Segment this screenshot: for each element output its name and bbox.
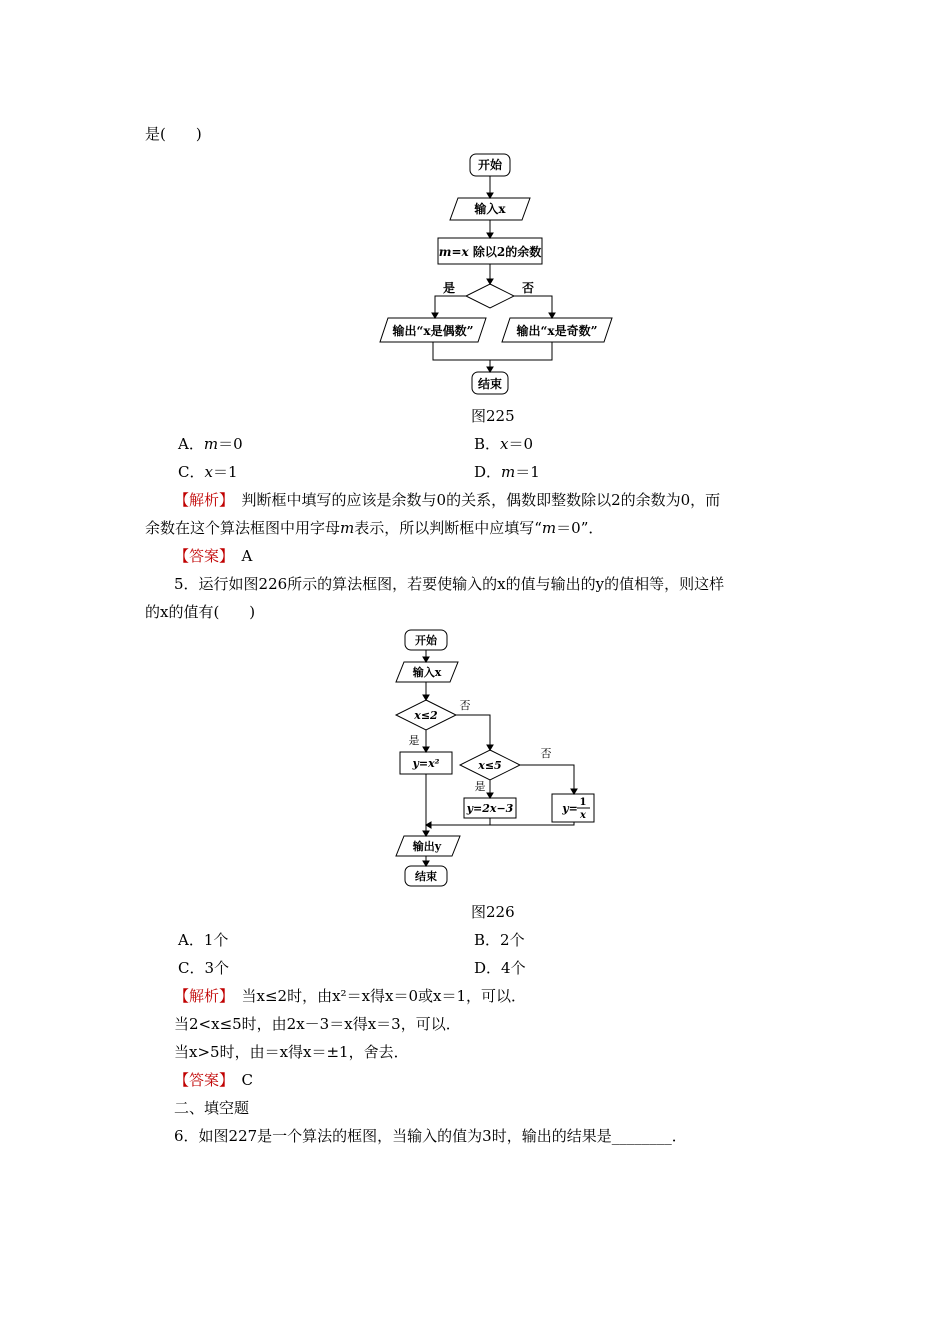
fc226-input-label: 输入x: [412, 666, 442, 679]
fc225-output-even-label: 输出“x是偶数”: [392, 324, 474, 338]
q5-option-a: A．1个: [178, 931, 229, 949]
fc226-no-2: 否: [540, 747, 552, 760]
q4-stem-tail: 是( ): [145, 125, 202, 143]
fc226-yes-1: 是: [408, 734, 420, 747]
fc226-y-recip-lhs: y=: [562, 802, 578, 815]
q5-figure-caption: 图226: [471, 903, 515, 921]
q4-answer-label: 【答案】: [174, 547, 227, 565]
fc225-decision: [466, 284, 514, 308]
fc225-end-label: 结束: [477, 377, 503, 391]
q6-stem: 6．如图227是一个算法的框图，当输入的值为3时，输出的结果是________．: [174, 1127, 687, 1145]
q5-analysis-label: 【解析】: [174, 987, 227, 1005]
q5-option-b: B．2个: [474, 931, 525, 949]
q4-option-d: D．m＝1: [474, 463, 540, 481]
q4-option-c: C．x＝1: [178, 463, 238, 481]
q4-answer: 【答案】 A: [174, 547, 253, 565]
q5-option-c: C．3个: [178, 959, 230, 977]
fc225-no: 否: [521, 281, 535, 295]
q5-analysis-line2: 当2<x≤5时，由2x－3＝x得x＝3，可以．: [174, 1015, 461, 1033]
fc226-output-label: 输出y: [412, 840, 442, 853]
fc226-y-linear-label: y=2x−3: [466, 802, 514, 815]
q4-analysis-label: 【解析】: [174, 491, 227, 509]
flowchart-225: [0, 148, 950, 408]
q5-stem-line1: 5．运行如图226所示的算法框图，若要使输入的x的值与输出的y的值相等，则这样: [174, 575, 725, 593]
q5-analysis: 【解析】 当x≤2时，由x²＝x得x＝0或x＝1，可以．: [174, 987, 527, 1005]
q4-figure-caption: 图225: [471, 407, 515, 425]
q4-analysis: 【解析】 判断框中填写的应该是余数与0的关系，偶数即整数除以2的余数为0，而: [174, 491, 721, 509]
fc225-input-label: 输入x: [474, 202, 506, 216]
q4-option-a: A．m＝0: [178, 435, 243, 453]
q5-stem-line2: 的x的值有( ): [145, 603, 256, 621]
q5-analysis-line3: 当x>5时，由＝x得x＝±1，舍去．: [174, 1043, 409, 1061]
section-heading: 二、填空题: [174, 1099, 250, 1117]
fc226-y-recip-den: x: [580, 810, 586, 821]
svg-text:m=x 除以2的余数: [439, 244, 541, 259]
fc225-compute-post: 除以2的余数: [468, 245, 542, 259]
fc225-start-label: 开始: [477, 158, 503, 172]
fc226-end-label: 结束: [415, 870, 437, 883]
fc226-no-1: 否: [459, 699, 471, 712]
fc226-y-recip-num: 1: [579, 797, 587, 808]
fc226-cond2-label: x≤5: [478, 759, 502, 772]
fc225-yes: 是: [442, 281, 456, 295]
fc226-cond1-label: x≤2: [414, 709, 438, 722]
q5-option-d: D．4个: [474, 959, 526, 977]
fc226-start-label: 开始: [415, 634, 437, 647]
fc226-y-square-label: y=x²: [412, 757, 440, 770]
fc225-compute-pre: m=x: [438, 245, 469, 259]
q4-analysis-line2: 余数在这个算法框图中用字母m表示，所以判断框中应填写“m＝0”．: [145, 519, 604, 537]
fc225-output-odd-label: 输出“x是奇数”: [516, 324, 598, 338]
flowchart-226: [0, 626, 950, 896]
q5-answer: 【答案】 C: [174, 1071, 254, 1089]
q4-option-b: B．x＝0: [474, 435, 534, 453]
q5-answer-label: 【答案】: [174, 1071, 227, 1089]
fc226-yes-2: 是: [474, 780, 486, 793]
